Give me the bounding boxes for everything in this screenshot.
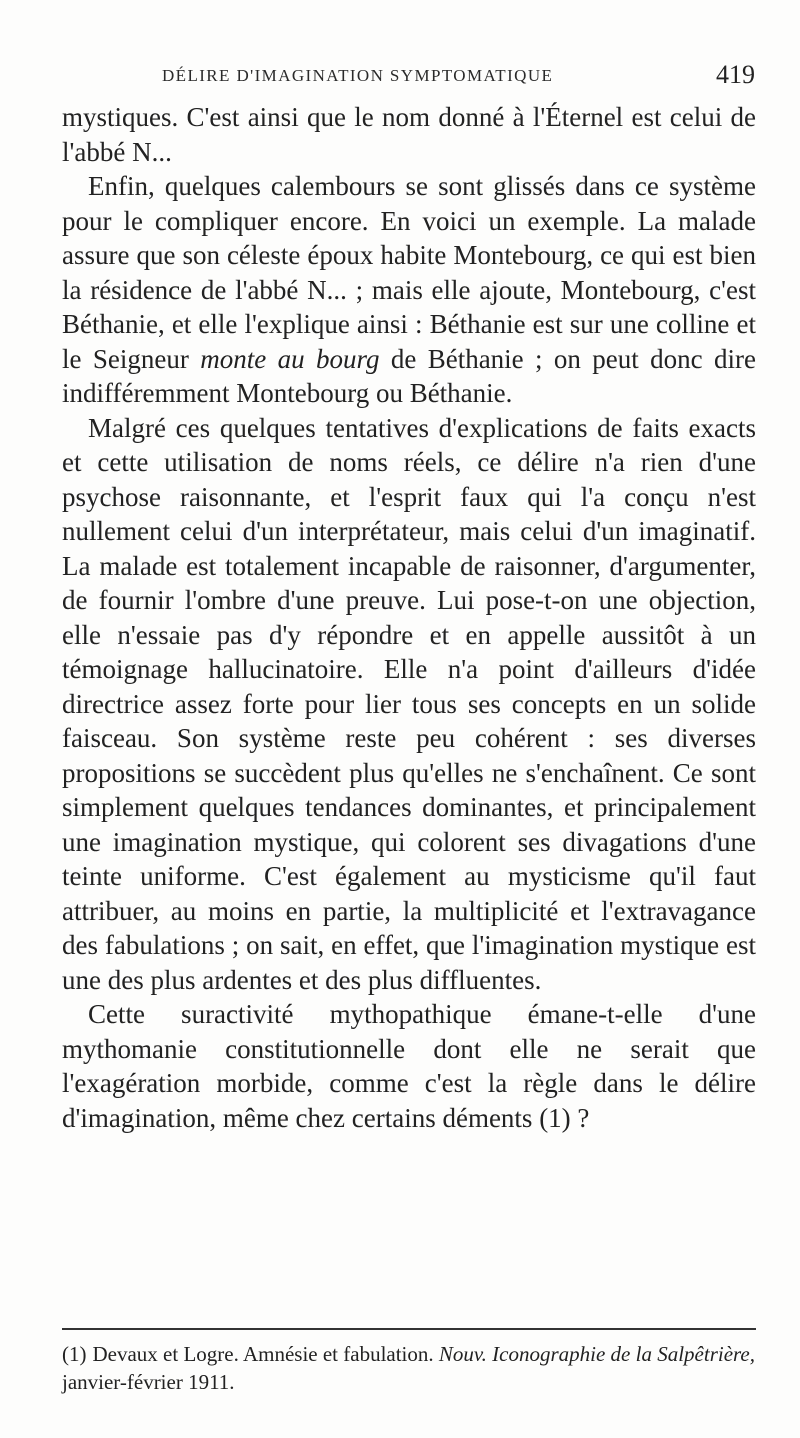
- page-header: [62, 60, 755, 94]
- running-head: DÉLIRE D'IMAGINATION SYMPTOMATIQUE: [162, 66, 554, 85]
- paragraph-1-text: mystiques. C'est ainsi que le nom donné à l'Éternel est celui de l'abbé N...: [62, 102, 756, 167]
- footnote-text: Devaux et Logre. Amnésie et fabulation.: [92, 1342, 439, 1366]
- paragraph-2-italic: monte au bourg: [200, 343, 380, 374]
- footnote-italic: Nouv. Iconographie de la Salpêtrière,: [438, 1342, 755, 1366]
- footnote-mark: (1): [62, 1342, 87, 1366]
- paragraph-2: [62, 169, 756, 411]
- footnote-after: janvier-février 1911.: [62, 1370, 235, 1394]
- footnote-rule: [62, 1328, 756, 1330]
- paragraph-2-after: de Béthanie ; on peut donc dire indifféremment Montebourg ou Béthanie.: [62, 343, 756, 408]
- body-text: [62, 100, 756, 1135]
- paragraph-4-text: Cette suractivité mythopathique émane-t-elle d'une mythomanie constitutionnelle dont elle ne serait que l'exagération morbide, comme c'est la règle dans le délire d'imagination, même chez certains déments (1) ?: [62, 999, 756, 1133]
- page-number: 419: [716, 60, 755, 89]
- paragraph-1: [62, 100, 756, 169]
- paragraph-2-text: Enfin, quelques calembours se sont glissés dans ce système pour le compliquer encore. En voici un exemple. La malade assure que son céleste époux habite Montebourg, ce qui est bien la résidence de l'abbé N... ; mais elle ajoute, Montebourg, c'est Béthanie, et elle l'explique ainsi : Béthanie est sur une colline et le Seigneur: [62, 171, 756, 374]
- footnote: [62, 1340, 762, 1396]
- paragraph-4: [62, 997, 756, 1135]
- paragraph-3: [62, 411, 756, 998]
- paragraph-3-text: Malgré ces quelques tentatives d'explications de faits exacts et cette utilisation de noms réels, ce délire n'a rien d'une psychose raisonnante, et l'esprit faux qui l'a conçu n'est nullement celui d'un interprétateur, mais celui d'un imaginatif. La malade est totalement incapable de raisonner, d'argumenter, de fournir l'ombre d'une preuve. Lui pose-t-on une objection, elle n'essaie pas d'y répondre et en appelle aussitôt à un témoignage hallucinatoire. Elle n'a point d'ailleurs d'idée directrice assez forte pour lier tous ses concepts en un solide faisceau. Son système reste peu cohérent : ses diverses propositions se succèdent plus qu'elles ne s'enchaînent. Ce sont simplement quelques tendances dominantes, et principalement une imagination mystique, qui colorent ses divagations d'une teinte uniforme. C'est également au mysticisme qu'il faut attribuer, au moins en partie, la multiplicité et l'extravagance des fabulations ; on sait, en effet, que l'imagination mystique est une des plus ardentes et des plus diffluentes.: [62, 412, 756, 995]
